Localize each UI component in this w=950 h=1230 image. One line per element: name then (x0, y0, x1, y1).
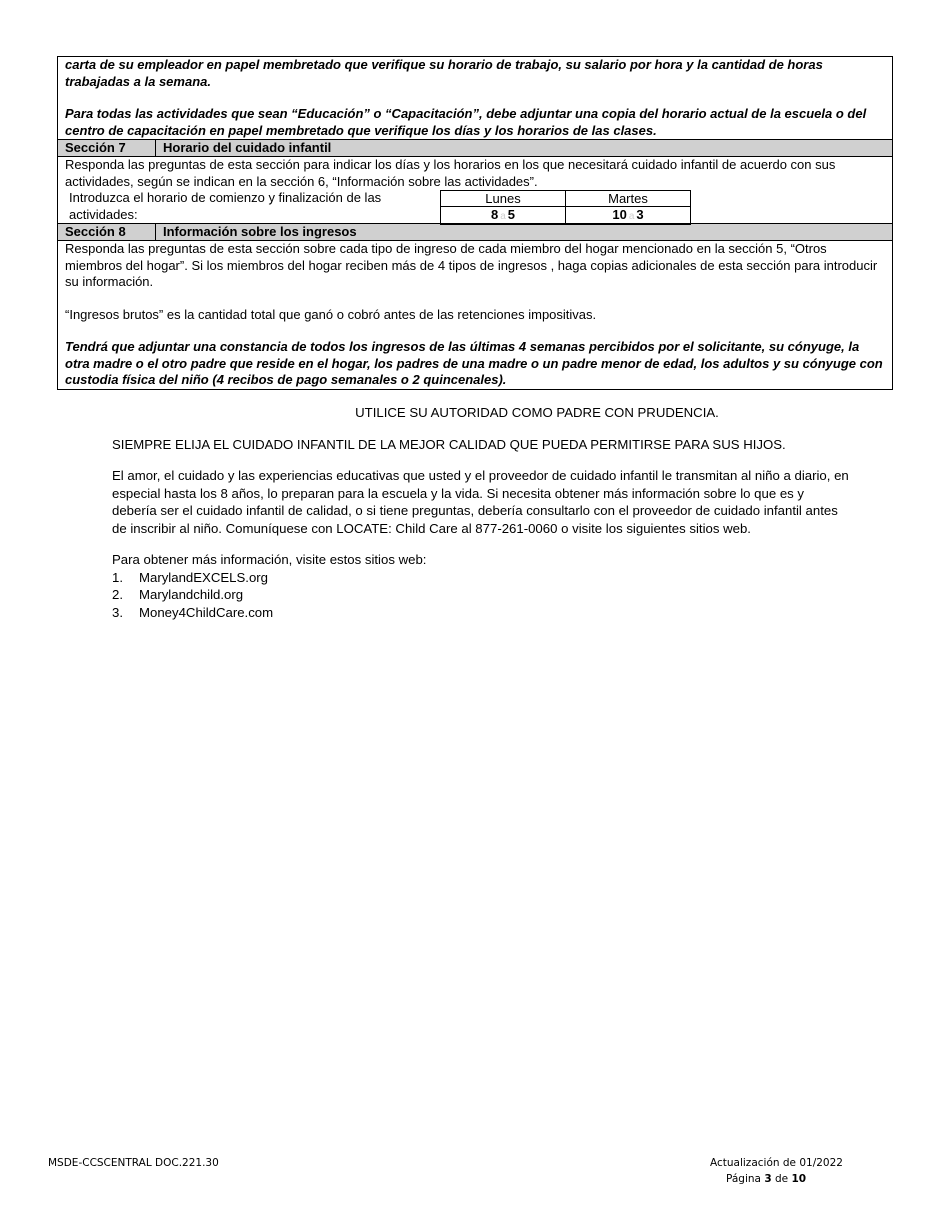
day-header-monday: Lunes (441, 191, 566, 207)
monday-start: 8 (490, 207, 499, 222)
section-8-header (58, 223, 892, 241)
tuesday-end: 3 (636, 207, 644, 222)
update-date: Actualización de 01/2022 (710, 1157, 843, 1169)
schedule-field-monday[interactable] (441, 207, 566, 225)
more-info-label: Para obtener más información, visite estos sitios web: (112, 552, 427, 567)
total-pages: 10 (791, 1173, 807, 1185)
doc-id: MSDE-CCSCENTRAL DOC.221.30 (48, 1157, 219, 1169)
employer-letter-note: carta de su empleador en papel membretado que verifique su horario de trabajo, su salario por hora y la cantidad de horas trabajadas a la semana. (65, 57, 823, 89)
footer-right (710, 1155, 843, 1187)
section-8-instructions: Responda las preguntas de esta sección sobre cada tipo de ingreso de cada miembro del hogar mencionado en la sección 5, “Otros miembros del hogar”. Si los miembros del hogar reciben más de 4 tipos de ingresos , haga copias adicionales de esta sección para introducir su información. (65, 241, 878, 289)
parent-info (112, 404, 852, 621)
income-proof-note: Tendrá que adjuntar una constancia de todos los ingresos de las últimas 4 semanas percibidos por el solicitante, su cónyuge, la otra madre o el otro padre que reside en el hogar, los padres de una madre o un padre menor de edad, los adultos y su cónyuge con custodia física del niño (4 recibos de pago semanales o 2 quincenales). (65, 339, 883, 387)
section-7-number: Sección 7 (58, 140, 156, 156)
love-paragraph: El amor, el cuidado y las experiencias educativas que usted y el proveedor de cuidado infantil le transmitan al niño a diario, en especial hasta los 8 años, lo preparan para la escuela y la vida. Si necesita obtener más información sobre lo que es y debería ser el cuidado infantil de calidad, o si tiene preguntas, debería consultarlo con el proveedor de cuidado infantil antes de inscribir al niño. Comuníquese con LOCATE: Child Care al 877-261-0060 o visite los siguientes sitios web. (112, 468, 849, 536)
tuesday-start: 10 (612, 207, 627, 222)
list-number: 1. (112, 569, 123, 585)
section-7-instructions: Responda las preguntas de esta sección para indicar los días y los horarios en los que necesitará cuidado infantil de acuerdo con sus actividades, según se indican en la sección 6, “Información sobre las actividades”. (65, 157, 836, 189)
quality-notice: SIEMPRE ELIJA EL CUIDADO INFANTIL DE LA MEJOR CALIDAD QUE PUEDA PERMITIRSE PARA SUS HIJOS. (112, 436, 786, 452)
gross-income-definition: “Ingresos brutos” es la cantidad total que ganó o cobró antes de las retenciones impositivas. (65, 306, 597, 322)
list-item (112, 586, 852, 604)
schedule-table (440, 190, 691, 225)
monday-end: 5 (507, 207, 516, 222)
monday-separator: a (500, 211, 506, 222)
website-link[interactable]: Marylandchild.org (139, 587, 244, 602)
website-link[interactable]: Money4ChildCare.com (139, 604, 274, 620)
website-link[interactable]: MarylandEXCELS.org (139, 569, 269, 585)
schedule-label: Introduzca el horario de comienzo y finalización de las actividades: (69, 190, 382, 222)
section-7-header (58, 139, 892, 157)
authority-notice: UTILICE SU AUTORIDAD COMO PADRE CON PRUDENCIA. (355, 405, 719, 420)
tuesday-separator: a (628, 211, 635, 222)
section-8-number: Sección 8 (58, 224, 156, 240)
day-header-tuesday: Martes (566, 191, 691, 207)
list-item (112, 604, 852, 622)
page-number (710, 1171, 843, 1187)
section-8-title: Información sobre los ingresos (163, 224, 357, 239)
list-item (112, 569, 852, 587)
current-page: 3 (764, 1173, 772, 1185)
schedule-field-tuesday[interactable] (566, 207, 691, 225)
application-form-section (57, 56, 893, 390)
list-number: 3. (112, 604, 123, 620)
schedule-row (58, 190, 892, 223)
section-7-title: Horario del cuidado infantil (163, 140, 332, 155)
education-note: Para todas las actividades que sean “Educación” o “Capacitación”, debe adjuntar una copia del horario actual de la escuela o del centro de capacitación en papel membretado que verifique los días y los horarios de las clases. (65, 106, 867, 138)
page-word: Página (726, 1173, 761, 1185)
of-word: de (774, 1173, 789, 1185)
list-number: 2. (112, 587, 123, 602)
website-list (112, 569, 852, 622)
